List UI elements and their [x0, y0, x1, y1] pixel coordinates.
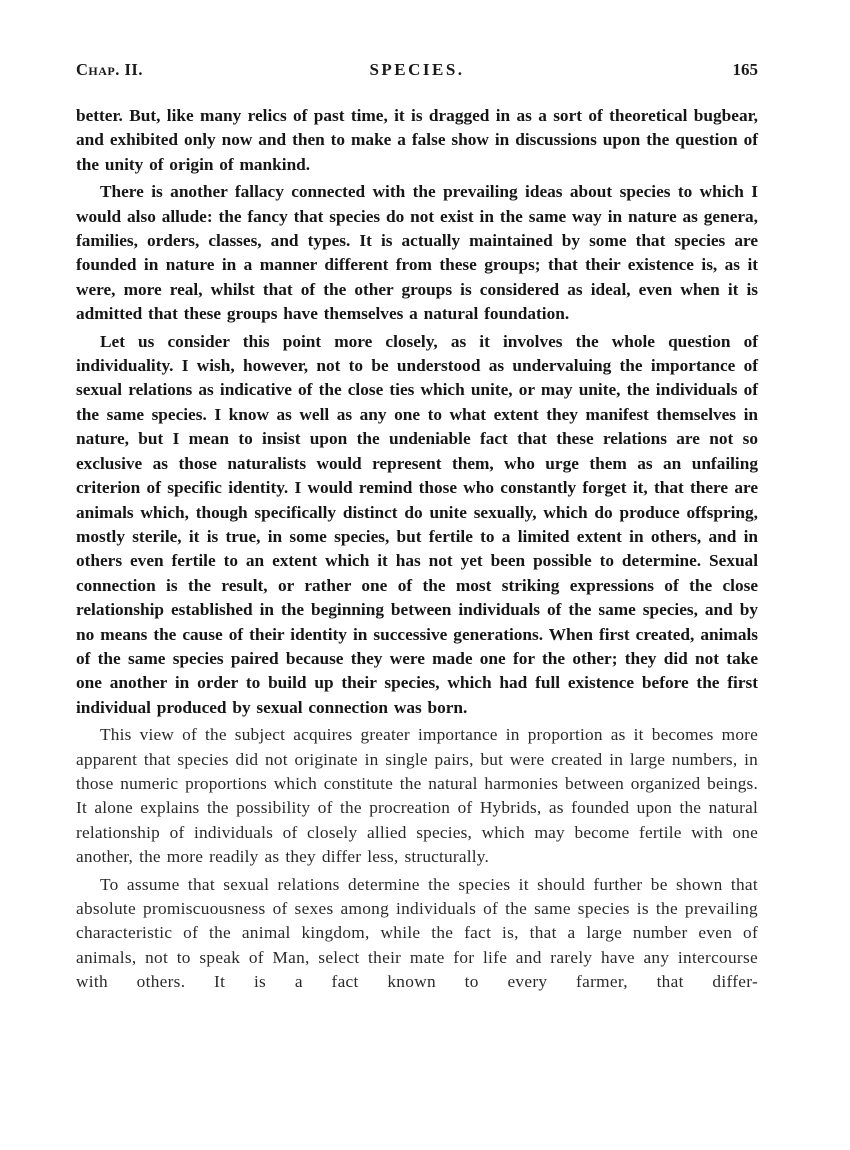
- book-page: [76, 60, 758, 995]
- page-title: SPECIES.: [369, 60, 465, 79]
- paragraph-continuation: better. But, like many relics of past time, it is dragged in as a sort of theoretical bugbear, and exhibited only now and then to make a false show in discussions upon the question of the unity of origin of mankind.: [76, 106, 758, 174]
- body-text: [76, 104, 758, 995]
- page-number: 165: [732, 60, 758, 79]
- running-head: [76, 60, 758, 90]
- paragraph-sexual-relations: To assume that sexual relations determine the species it should further be shown that absolute promiscuousness of sexes among individuals of the same species is the prevailing characteristic of the animal kingdom, while the fact is, that a large number even of animals, not to speak of Man, select their mate for life and rarely have any intercourse with others. It is a fact known to every farmer, that differ-: [76, 874, 758, 992]
- paragraph-individuality: Let us consider this point more closely, as it involves the whole question of individuality. I wish, however, not to be understood as undervaluing the importance of sexual relations as indicative of the close ties which unite, or may unite, the individuals of the same species. I know as well as any one to what extent they manifest themselves in nature, but I mean to insist upon the undeniable fact that these relations are not so exclusive as those naturalists would represent them, who urge them as an unfailing criterion of specific identity. I would remind those who constantly forget it, that there are animals which, though specifically distinct do unite sexually, which do produce offspring, mostly sterile, it is true, in some species, but fertile to a limited extent in others, and in others even fertile to an extent which it has not yet been possible to determine. Sexual connection is the result, or rather one of the most striking expressions of the close relationship established in the beginning between individuals of the same species, and by no means the cause of their identity in successive generations. When first created, animals of the same species paired because they were made one for the other; they did not take one another in order to build up their species, which had full existence before the first individual produced by sexual connection was born.: [76, 331, 758, 717]
- paragraph-fallacy: There is another fallacy connected with the prevailing ideas about species to which I would also allude: the fancy that species do not exist in the same way in nature as genera, families, orders, classes, and types. It is actually maintained by some that species are founded in nature in a manner different from these groups; that their existence is, as it were, more real, whilst that of the other groups is considered as ideal, even when it is admitted that these groups have themselves a natural foundation.: [76, 182, 758, 324]
- paragraph-hybrids: This view of the subject acquires greater importance in proportion as it becomes more apparent that species did not originate in single pairs, but were created in large numbers, in those numeric proportions which constitute the natural harmonies between organized beings. It alone explains the possibility of the procreation of Hybrids, as founded upon the natural relationship of individuals of closely allied species, which may become fertile with one another, the more readily as they differ less, structurally.: [76, 725, 758, 867]
- chapter-label: Chap. II.: [76, 60, 143, 79]
